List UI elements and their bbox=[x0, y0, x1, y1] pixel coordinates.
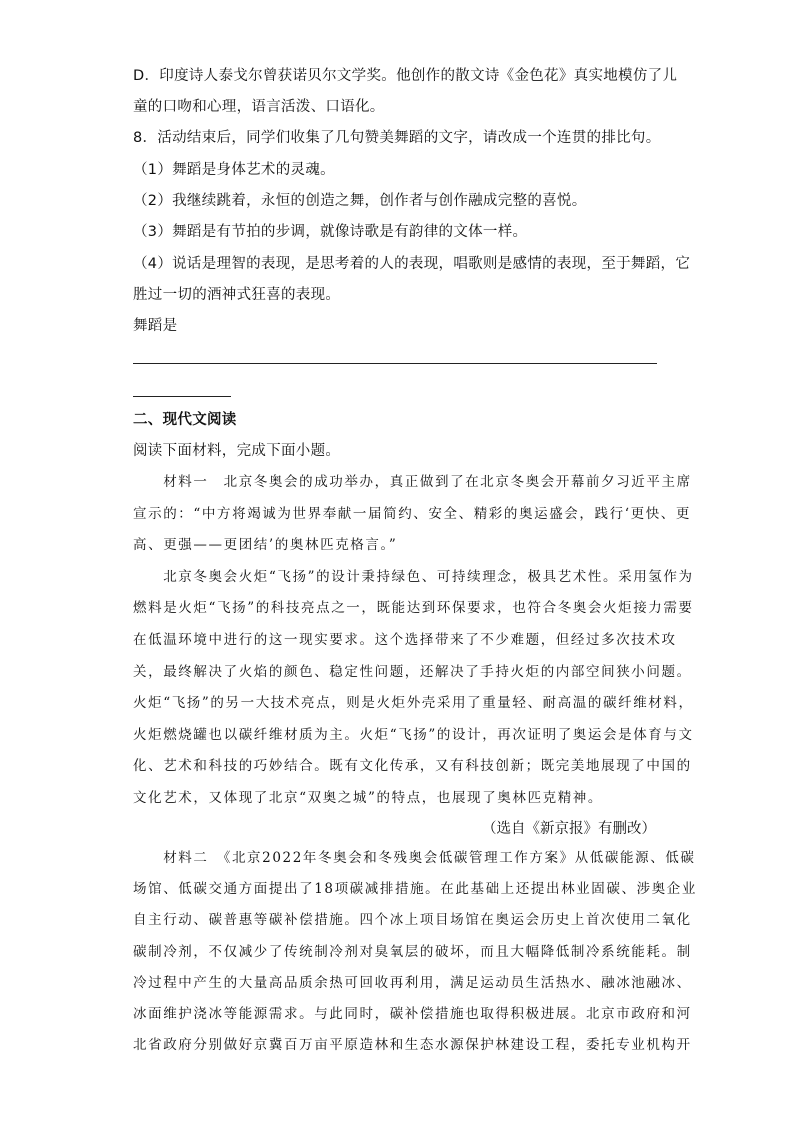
reading-instruction: 阅读下面材料，完成下面小题。 bbox=[133, 443, 341, 459]
quote-item-2: （2）我继续跳着，永恒的创造之舞，创作者与创作融成完整的喜悦。 bbox=[133, 193, 587, 209]
material-one-source: （选自《新京报》有删改） bbox=[482, 821, 656, 837]
quote-item-4-line-1: （4）说话是理智的表现，是思考着的人的表现，唱歌则是感情的表现，至于舞蹈，它 bbox=[133, 256, 691, 272]
quote-item-4-line-2: 胜过一切的酒神式狂喜的表现。 bbox=[133, 287, 341, 303]
section-heading: 二、现代文阅读 bbox=[133, 412, 237, 428]
answer-prefix: 舞蹈是 bbox=[133, 318, 178, 334]
material-one-line: 北京冬奥会火炬“飞扬”的设计秉持绿色、可持续理念，极具艺术性。采用氢作为 bbox=[133, 568, 694, 585]
material-one-line: 材料一 北京冬奥会的成功举办，真正做到了在北京冬奥会开幕前夕习近平主席 bbox=[133, 474, 692, 490]
material-two-line: 自主行动、碳普惠等碳补偿措施。四个冰上项目场馆在奥运会历史上首次使用二氧化 bbox=[133, 912, 692, 929]
material-two-line: 材料二 《北京2022年冬奥会和冬残奥会低碳管理工作方案》从低碳能源、低碳 bbox=[133, 850, 696, 866]
answer-blank-line-2[interactable] bbox=[133, 396, 231, 397]
material-two-line: 北省政府分别做好京冀百万亩平原造林和生态水源保护林建设工程，委托专业机构开 bbox=[133, 1037, 692, 1054]
material-one-line: 文化艺术，又体现了北京“双奥之城”的特点，也展现了奥林匹克精神。 bbox=[133, 790, 604, 806]
material-one-line: 关，最终解决了火焰的颜色、稳定性问题，还解决了手持火炬的内部空间狭小问题。 bbox=[133, 663, 692, 680]
material-two-line: 碳制冷剂，不仅减少了传统制冷剂对臭氧层的破坏，而且大幅降低制冷系统能耗。制 bbox=[133, 943, 692, 960]
material-one-line: 燃料是火炬“飞扬”的科技亮点之一，既能达到环保要求，也符合冬奥会火炬接力需要 bbox=[133, 600, 694, 617]
answer-blank-line-1[interactable] bbox=[133, 363, 657, 364]
material-one-line: 火炬“飞扬”的另一大技术亮点，则是火炬外壳采用了重量轻、耐高温的碳纤维材料， bbox=[133, 695, 694, 712]
material-one-line: 化、艺术和科技的巧妙结合。既有文化传承，又有科技创新；既完美地展现了中国的 bbox=[133, 758, 692, 775]
material-one-line: 宣示的：“中方将竭诚为世界奉献一届简约、安全、精彩的奥运盛会，践行‘更快、更 bbox=[133, 505, 691, 522]
quote-item-1: （1）舞蹈是身体艺术的灵魂。 bbox=[133, 162, 335, 178]
material-two-line: 场馆、低碳交通方面提出了18项碳减排措施。在此基础上还提出林业固碳、涉奥企业 bbox=[133, 881, 697, 898]
material-one-line: 在低温环境中进行的这一现实要求。这个选择带来了不少难题，但经过多次技术攻 bbox=[133, 632, 677, 648]
question-8: 8．活动结束后，同学们收集了几句赞美舞蹈的文字，请改成一个连贯的排比句。 bbox=[133, 130, 661, 146]
quote-item-3: （3）舞蹈是有节拍的步调，就像诗歌是有韵律的文体一样。 bbox=[133, 224, 528, 240]
option-d-line-2: 童的口吻和心理，语言活泼、口语化。 bbox=[133, 99, 385, 115]
material-one-line: 火炬燃烧罐也以碳纤维材质为主。火炬“飞扬”的设计，再次证明了奥运会是体育与文 bbox=[133, 726, 694, 743]
material-one-line: 高、更强——更团结’的奥林匹克格言。” bbox=[133, 537, 398, 554]
option-d-line-1: D．印度诗人泰戈尔曾获诺贝尔文学奖。他创作的散文诗《金色花》真实地模仿了儿 bbox=[133, 68, 678, 84]
material-two-line: 冷过程中产生的大量高品质余热可回收再利用，满足运动员生活热水、融冰池融冰、 bbox=[133, 974, 692, 991]
material-two-line: 冰面维护浇冰等能源需求。与此同时，碳补偿措施也取得积极进展。北京市政府和河 bbox=[133, 1006, 692, 1022]
